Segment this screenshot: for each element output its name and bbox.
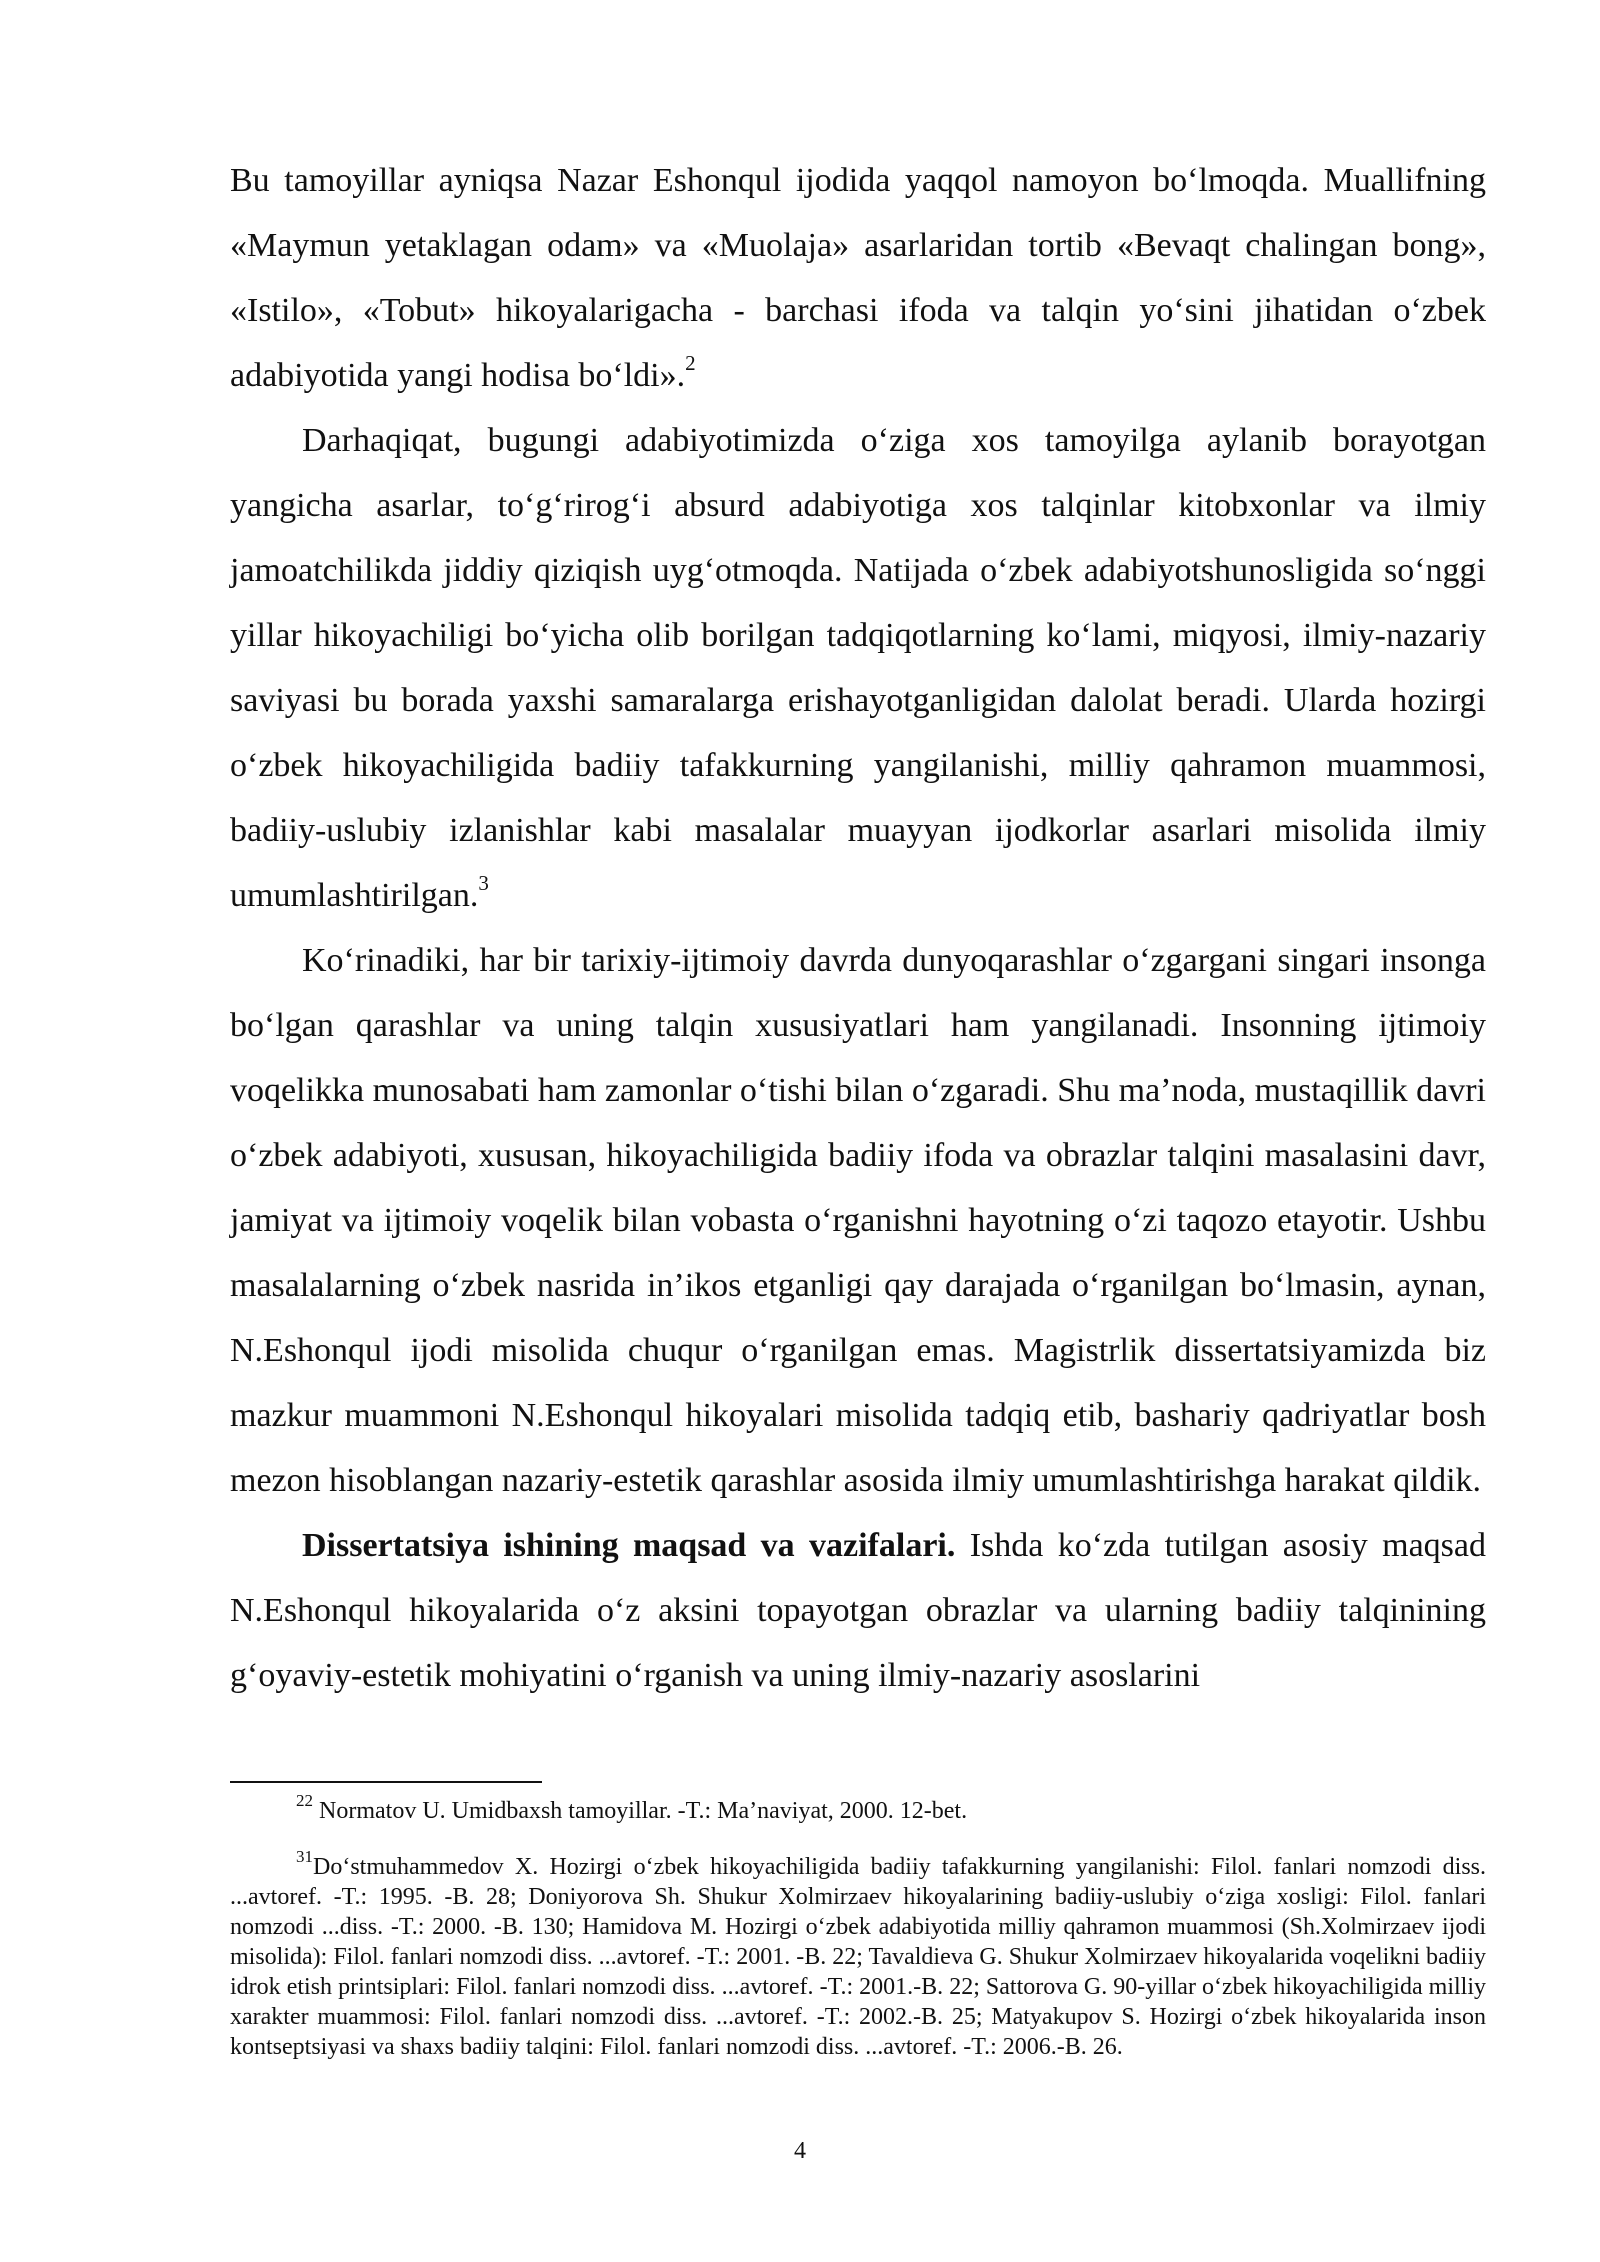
footnote-ref: 2 (685, 350, 696, 375)
footnote-2 (230, 1791, 1486, 1826)
footnote-marker: 22 (296, 1791, 313, 1810)
page-number: 4 (794, 2138, 806, 2164)
paragraph-text: Ko‘rinadiki, har bir tarixiy-ijtimoiy davrda dunyoqarashlar o‘zgargani singari insonga bo‘lgan qarashlar va uning talqin xususiyatlari ham yangilanadi. Insonning ijtimoiy voqelikka munosabati ham zamonlar o‘tishi bilan o‘zgaradi. Shu ma’noda, mustaqillik davri o‘zbek adabiyoti, xususan, hikoyachiligida badiiy ifoda va obrazlar talqini masalasini davr, jamiyat va ijtimoiy voqelik bilan vobasta o‘rganishni hayotning o‘zi taqozo etayotir. Ushbu masalalarning o‘zbek nasrida in’ikos etganligi qay darajada o‘rganilgan bo‘lmasin, aynan, N.Eshonqul ijodi misolida chuqur o‘rganilgan emas. Magistrlik dissertatsiyamizda biz mazkur muammoni N.Eshonqul hikoyalari misolida tadqiq etib, bashariy qadriyatlar bosh mezon hisoblangan nazariy-estetik qarashlar asosida ilmiy umumlashtirishga harakat qildik. (230, 942, 1486, 1499)
paragraph-1 (230, 148, 1486, 408)
paragraph-text: Ishda ko‘zda tutilgan asosiy maqsad N.Eshonqul hikoyalarida o‘z aksini topayotgan obrazlar va ularning badiiy talqinining g‘oyaviy-estetik mohiyatini o‘rganish va uning ilmiy-nazariy asoslarini (230, 1527, 1486, 1694)
footnote-ref: 3 (478, 870, 489, 895)
paragraph-4 (230, 1513, 1486, 1708)
paragraph-text: Darhaqiqat, bugungi adabiyotimizda o‘ziga xos tamoyilga aylanib borayotgan yangicha asarlar, to‘g‘rirog‘i absurd adabiyotiga xos talqinlar kitobxonlar va ilmiy jamoatchilikda jiddiy qiziqish uyg‘otmoqda. Natijada o‘zbek adabiyotshunosligida so‘nggi yillar hikoyachiligi bo‘yicha olib borilgan tadqiqotlarning ko‘lami, miqyosi, ilmiy-nazariy saviyasi bu borada yaxshi samaralarga erishayotganligidan dalolat beradi. Ularda hozirgi o‘zbek hikoyachiligida badiiy tafakkurning yangilanishi, milliy qahramon muammosi, badiiy-uslubiy izlanishlar kabi masalalar muayyan ijodkorlar asarlari misolida ilmiy umumlashtirilgan. (230, 422, 1486, 914)
section-heading: Dissertatsiya ishining maqsad va vazifalari. (302, 1527, 956, 1564)
footnote-marker: 31 (296, 1847, 313, 1866)
footnote-text: Do‘stmuhammedov X. Hozirgi o‘zbek hikoyachiligida badiiy tafakkurning yangilanishi: Filol. fanlari nomzodi diss. ...avtoref. -T.: 1995. -B. 28; Doniyorova Sh. Shukur Xolmirzaev hikoyalarining badiiy-uslubiy o‘ziga xosligi: Filol. fanlari nomzodi ...diss. -T.: 2000. -B. 130; Hamidova M. Hozirgi o‘zbek adabiyotida milliy qahramon muammosi (Sh.Xolmirzaev ijodi misolida): Filol. fanlari nomzodi diss. ...avtoref. -T.: 2001. -B. 22; Tavaldieva G. Shukur Xolmirzaev hikoyalarida voqelikni badiiy idrok etish printsiplari: Filol. fanlari nomzodi diss. ...avtoref. -T.: 2001.-B. 22; Sattorova G. 90-yillar o‘zbek hikoyachiligida milliy xarakter muammosi: Filol. fanlari nomzodi diss. ...avtoref. -T.: 2002.-B. 25; Matyakupov S. Hozirgi o‘zbek hikoyalarida inson kontseptsiyasi va shaxs badiiy talqini: Filol. fanlari nomzodi diss. ...avtoref. -T.: 2006.-B. 26. (230, 1854, 1486, 2060)
footnote-text: Normatov U. Umidbaxsh tamoyillar. -T.: Ma’naviyat, 2000. 12-bet. (313, 1798, 968, 1824)
footnote-3 (230, 1847, 1486, 2062)
footnote-separator (230, 1781, 542, 1783)
paragraph-3 (230, 928, 1486, 1513)
paragraph-2 (230, 408, 1486, 928)
paragraph-text: Bu tamoyillar ayniqsa Nazar Eshonqul ijodida yaqqol namoyon bo‘lmoqda. Muallifning «Maymun yetaklagan odam» va «Muolaja» asarlaridan tortib «Bevaqt chalingan bong», «Istilo», «Tobut» hikoyalarigacha - barchasi ifoda va talqin yo‘sini jihatidan o‘zbek adabiyotida yangi hodisa bo‘ldi». (230, 162, 1486, 394)
main-text (230, 148, 1486, 1708)
footnotes (230, 1791, 1486, 2062)
